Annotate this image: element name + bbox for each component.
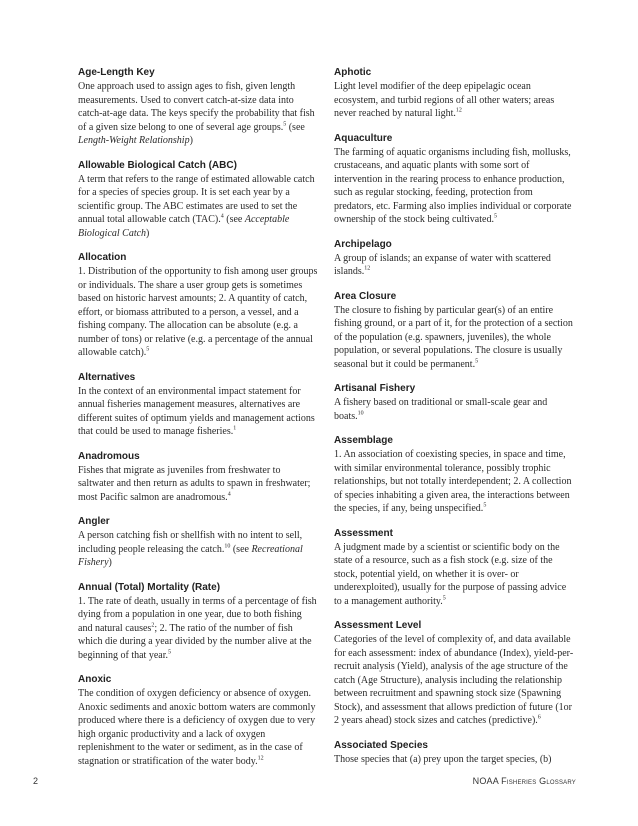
citation-reference: 2: [151, 622, 155, 629]
citation-reference: 5: [475, 358, 479, 365]
citation-reference: 4: [227, 491, 231, 498]
glossary-entry-allocation: [78, 251, 318, 360]
citation-reference: 12: [364, 265, 371, 272]
glossary-term: Allocation: [78, 252, 127, 263]
glossary-definition: [78, 80, 318, 148]
citation-reference: 6: [537, 714, 541, 721]
citation-reference: 10: [357, 410, 364, 417]
citation-reference: 5: [483, 502, 487, 509]
definition-text: A group of islands; an expanse of water with scattered islands.: [334, 252, 551, 277]
glossary-entry-anoxic: [78, 673, 318, 768]
definition-text: A person catching fish or shellfish with no intent to sell, including people releasing the catch.: [78, 530, 303, 555]
definition-text: ): [189, 135, 193, 146]
glossary-term: Artisanal Fishery: [334, 383, 416, 394]
glossary-term: Age-Length Key: [78, 67, 155, 78]
left-column: [78, 66, 318, 779]
definition-text: The condition of oxygen deficiency or absence of oxygen. Anoxic sediments and anoxic bottom waters are commonly produced where there is a deficiency of oxygen due to very high organic productivity and a lack of oxygen replenishment to the water or sediment, as in the case of stagnation or stratification of the water body.: [78, 688, 316, 767]
glossary-term: Anoxic: [78, 674, 112, 685]
glossary-entry-assessment-level: [334, 619, 574, 728]
citation-reference: 5: [442, 595, 446, 602]
glossary-entry-annual-total-mortality-rate: [78, 581, 318, 663]
glossary-entry-artisanal-fishery: [334, 382, 574, 423]
citation-reference: 5: [493, 213, 497, 220]
page-number: 2: [33, 776, 39, 786]
glossary-entry-anadromous: [78, 450, 318, 505]
glossary-term: Alternatives: [78, 371, 136, 383]
glossary-entry-aphotic: [334, 66, 574, 121]
citation-reference: 5: [283, 121, 287, 128]
definition-text: 1. The rate of death, usually in terms of a percentage of fish dying from a population in one year, due to both fishing and natural causes: [78, 595, 317, 634]
definition-text: 1. An association of coexisting species, in space and time, with similar environmental tolerance, possibly trophic relationships, but not totally interdependent; 2. A collection of species inhabiting a given area, the interactions between the species, if any, being unspecified.: [334, 449, 572, 514]
glossary-term: Anadromous: [78, 450, 140, 462]
definition-text: 1. Distribution of the opportunity to fish among user groups or individuals. The share a user group gets is sometimes based on historic harvest amounts; 2. A quantity of catch, effort, or biomass attributed to a person, a vessel, and a fishing company. The allocation can be absolute (e.g. a number of tons) or relative (e.g. a percentage of the annual allowable catch).: [78, 266, 318, 358]
glossary-term: Aquaculture: [334, 132, 393, 144]
glossary-term: Assessment Level: [334, 620, 422, 631]
citation-reference: 10: [224, 543, 231, 550]
glossary-definition: [334, 753, 574, 767]
definition-text: In the context of an environmental impact statement for annual fisheries management measures, alternatives are different suites of optimum yields and management actions that could be used to manage fisheries.: [78, 385, 315, 437]
glossary-term: Angler: [78, 516, 110, 527]
cross-reference: Recreational Fishery: [78, 543, 303, 568]
glossary-term: Allowable Biological Catch (ABC): [78, 159, 237, 171]
glossary-term: Annual (Total) Mortality (Rate): [78, 581, 221, 593]
glossary-definition: [334, 304, 574, 372]
right-column: [334, 66, 574, 777]
glossary-definition: [78, 385, 318, 439]
footer-title: NOAA Fisheries Glossary: [472, 776, 576, 786]
glossary-entry-assemblage: [334, 434, 574, 516]
glossary-definition: [334, 448, 574, 516]
glossary-definition: [78, 265, 318, 360]
definition-text: Those species that (a) prey upon the target species, (b): [334, 753, 552, 765]
definition-text: Fishes that migrate as juveniles from freshwater to saltwater and then return as adults to spawn in freshwater; most Pacific salmon are anadromous.: [78, 464, 311, 503]
glossary-term: Archipelago: [334, 238, 392, 250]
glossary-entry-assessment: [334, 527, 574, 609]
definition-text: ; 2. The ratio of the number of fish which die during a year divided by the number alive at the beginning of that year.: [78, 622, 312, 661]
glossary-definition: [78, 464, 318, 505]
definition-text: (see: [230, 543, 252, 555]
definition-text: Categories of the level of complexity of, and data available for each assessment: index of abundance (Index), yield-per-recruit analysis (Yield), analysis of the age structure of the catch (Age Structure), analysis including the relationship between recruitment and spawning stock size (Spawning Stock), and assessment that allows prediction of future (1or 2 years ahead) stock sizes and catches (predictive).: [334, 634, 574, 726]
glossary-definition: [334, 633, 574, 728]
glossary-definition: [78, 173, 318, 241]
glossary-definition: [334, 146, 574, 227]
citation-reference: 1: [233, 425, 237, 432]
glossary-entry-associated-species: [334, 739, 574, 767]
citation-reference: 12: [455, 107, 462, 114]
glossary-definition: [334, 396, 574, 423]
definition-text: One approach used to assign ages to fish, given length measurements. Used to convert catch-at-size data into catch-at-age data. The keys specify the probability that fish of a given size belong to one of several age groups.: [78, 81, 315, 133]
citation-reference: 5: [167, 649, 171, 656]
definition-text: A fishery based on traditional or small-scale gear and boats.: [334, 397, 548, 422]
glossary-entry-allowable-biological-catch-abc: [78, 159, 318, 241]
glossary-entry-archipelago: [334, 238, 574, 279]
glossary-entry-angler: [78, 515, 318, 570]
glossary-term: Aphotic: [334, 67, 372, 78]
glossary-definition: [334, 80, 574, 121]
definition-text: The closure to fishing by particular gear(s) of an entire fishing ground, or a part of it, for the protection of a section of the population (e.g. spawners, juveniles), the whole population, or several populations. The closure is usually seasonal but it could be permanent.: [334, 304, 573, 370]
definition-text: (see: [223, 214, 245, 225]
glossary-definition: [334, 252, 574, 279]
cross-reference: Acceptable Biological Catch: [78, 214, 290, 239]
glossary-term: Assemblage: [334, 435, 393, 446]
glossary-definition: [334, 541, 574, 609]
definition-text: Light level modifier of the deep epipelagic ocean ecosystem, and turbid regions of all other waters; areas never reached by natural light.: [334, 81, 555, 119]
definition-text: ): [108, 557, 112, 568]
definition-text: The farming of aquatic organisms including fish, mollusks, crustaceans, and aquatic plants with some sort of intervention in the rearing process to enhance production, such as regular stocking, feeding, protection from predators, etc. Farming also implies individual or corporate ownership of the stock being cultivated.: [334, 146, 572, 225]
glossary-term: Associated Species: [334, 739, 428, 751]
definition-text: A judgment made by a scientist or scientific body on the state of a resource, such as a fish stock (e.g. size of the stock, potential yield, on whether it is over- or underexploited), usually for the purpose of passing advice to a management authority.: [334, 541, 567, 607]
definition-text: ): [146, 227, 150, 239]
citation-reference: 12: [257, 755, 264, 762]
definition-text: (see: [286, 121, 305, 133]
citation-reference: 4: [220, 213, 224, 220]
glossary-definition: [78, 687, 318, 768]
glossary-entry-area-closure: [334, 290, 574, 372]
citation-reference: 5: [146, 346, 150, 353]
cross-reference: Length-Weight Relationship: [78, 135, 190, 146]
definition-text: A term that refers to the range of estimated allowable catch for a species of species group. It is set each year by a scientific group. The ABC estimates are used to set the annual total allowable catch (TAC).: [78, 173, 315, 225]
glossary-definition: [78, 529, 318, 570]
glossary-term: Assessment: [334, 527, 393, 539]
glossary-entry-aquaculture: [334, 132, 574, 227]
glossary-definition: [78, 595, 318, 663]
glossary-entry-age-length-key: [78, 66, 318, 148]
glossary-term: Area Closure: [334, 290, 397, 302]
glossary-entry-alternatives: [78, 371, 318, 439]
